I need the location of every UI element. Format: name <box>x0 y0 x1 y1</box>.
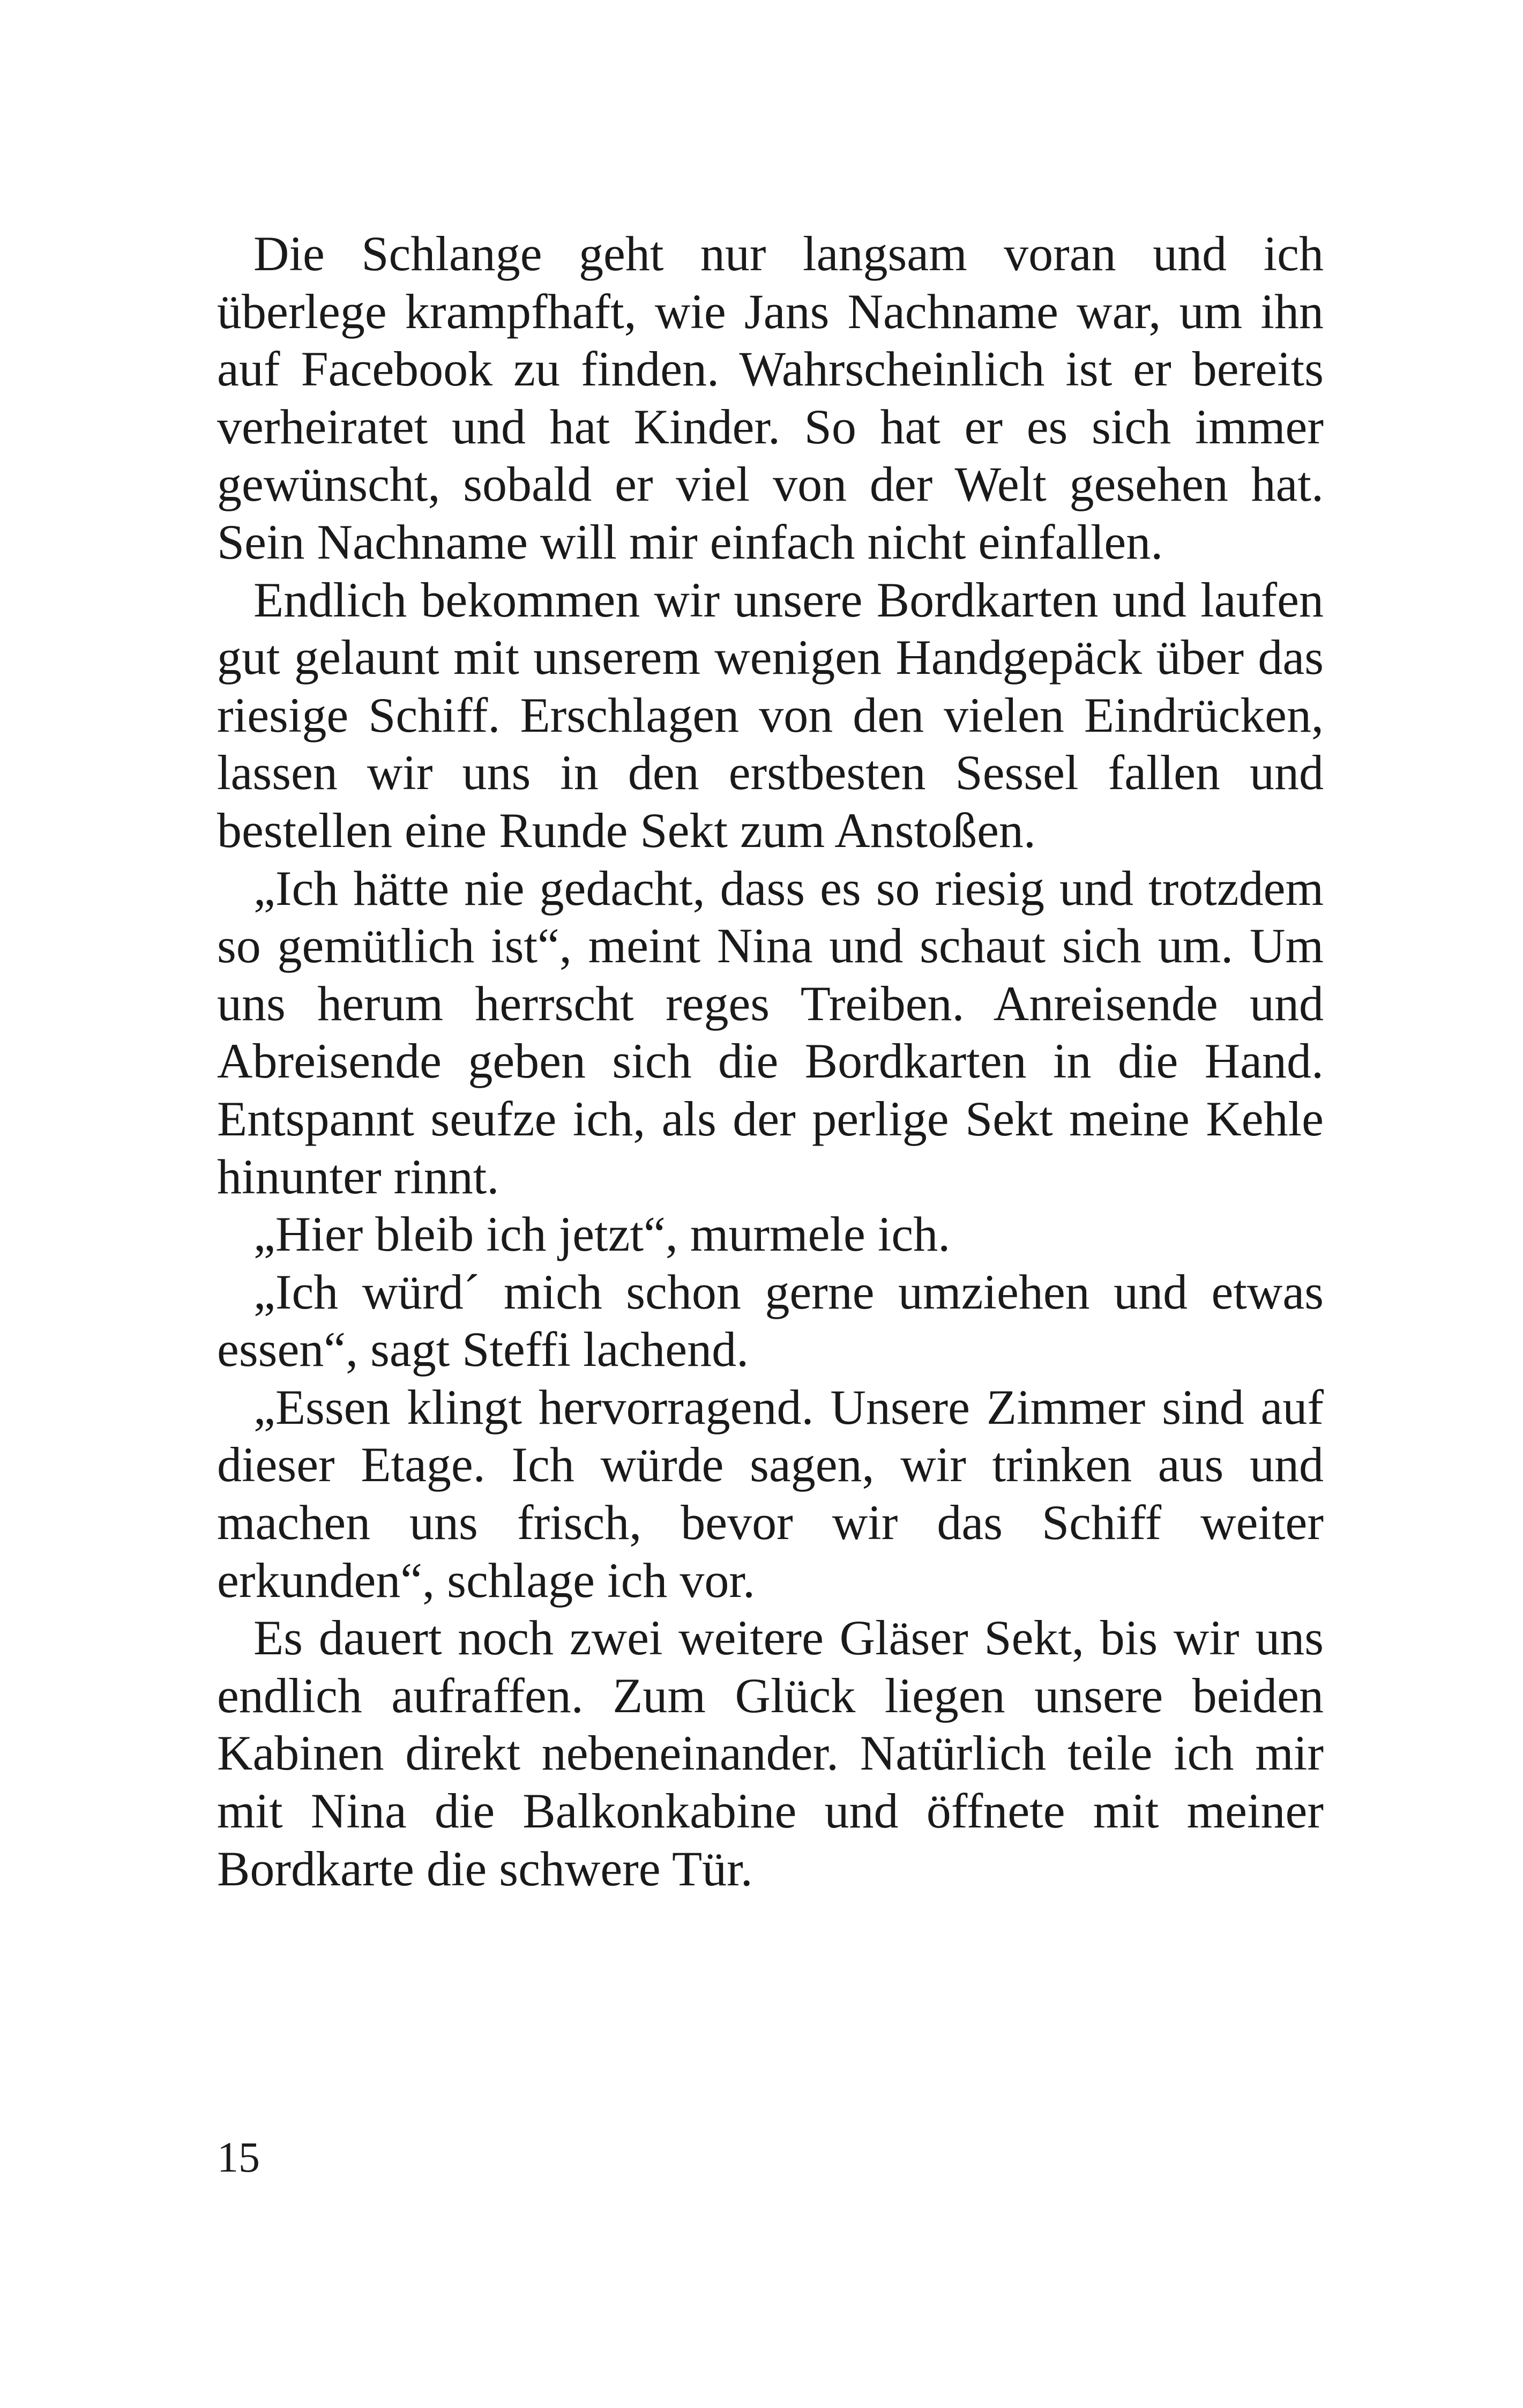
body-text <box>217 225 1324 1898</box>
paragraph-3: „Ich hätte nie gedacht, dass es so riesig und trotzdem so gemütlich ist“, meint Nina und schaut sich um. Um uns herum herrscht reges Treiben. Anreisende und Abreisende geben sich die Bordkarten in die Hand. Entspannt seufze ich, als der perlige Sekt meine Kehle hinunter rinnt. <box>217 860 1324 1204</box>
page-number: 15 <box>217 2134 260 2181</box>
paragraph-4: „Hier bleib ich jetzt“, murmele ich. <box>253 1207 951 1262</box>
paragraph-1: Die Schlange geht nur langsam voran und ich überlege krampfhaft, wie Jans Nachname war, um ihn auf Facebook zu finden. Wahrscheinlich ist er bereits verheiratet und hat Kinder. So hat er es sich immer gewünscht, sobald er viel von der Welt gesehen hat. Sein Nachname will mir einfach nicht einfallen. <box>217 226 1324 569</box>
paragraph-6: „Essen klingt hervorragend. Unsere Zimmer sind auf dieser Etage. Ich würde sagen, wir trinken aus und machen uns frisch, bevor wir das Schiff weiter erkunden“, schlage ich vor. <box>217 1379 1324 1608</box>
paragraph-7: Es dauert noch zwei weitere Gläser Sekt, bis wir uns endlich aufraffen. Zum Glück liegen unsere beiden Kabinen direkt nebeneinander. Natürlich teile ich mir mit Nina die Balkonkabine und öffnete mit meiner Bordkarte die schwere Tür. <box>217 1610 1324 1896</box>
paragraph-2: Endlich bekommen wir unsere Bordkarten und laufen gut gelaunt mit unserem wenigen Handgepäck über das riesige Schiff. Erschlagen von den vielen Eindrücken, lassen wir uns in den erstbesten Sessel fallen und bestellen eine Runde Sekt zum Anstoßen. <box>217 572 1324 858</box>
paragraph-5: „Ich würd´ mich schon gerne umziehen und etwas essen“, sagt Steffi lachend. <box>217 1264 1324 1377</box>
